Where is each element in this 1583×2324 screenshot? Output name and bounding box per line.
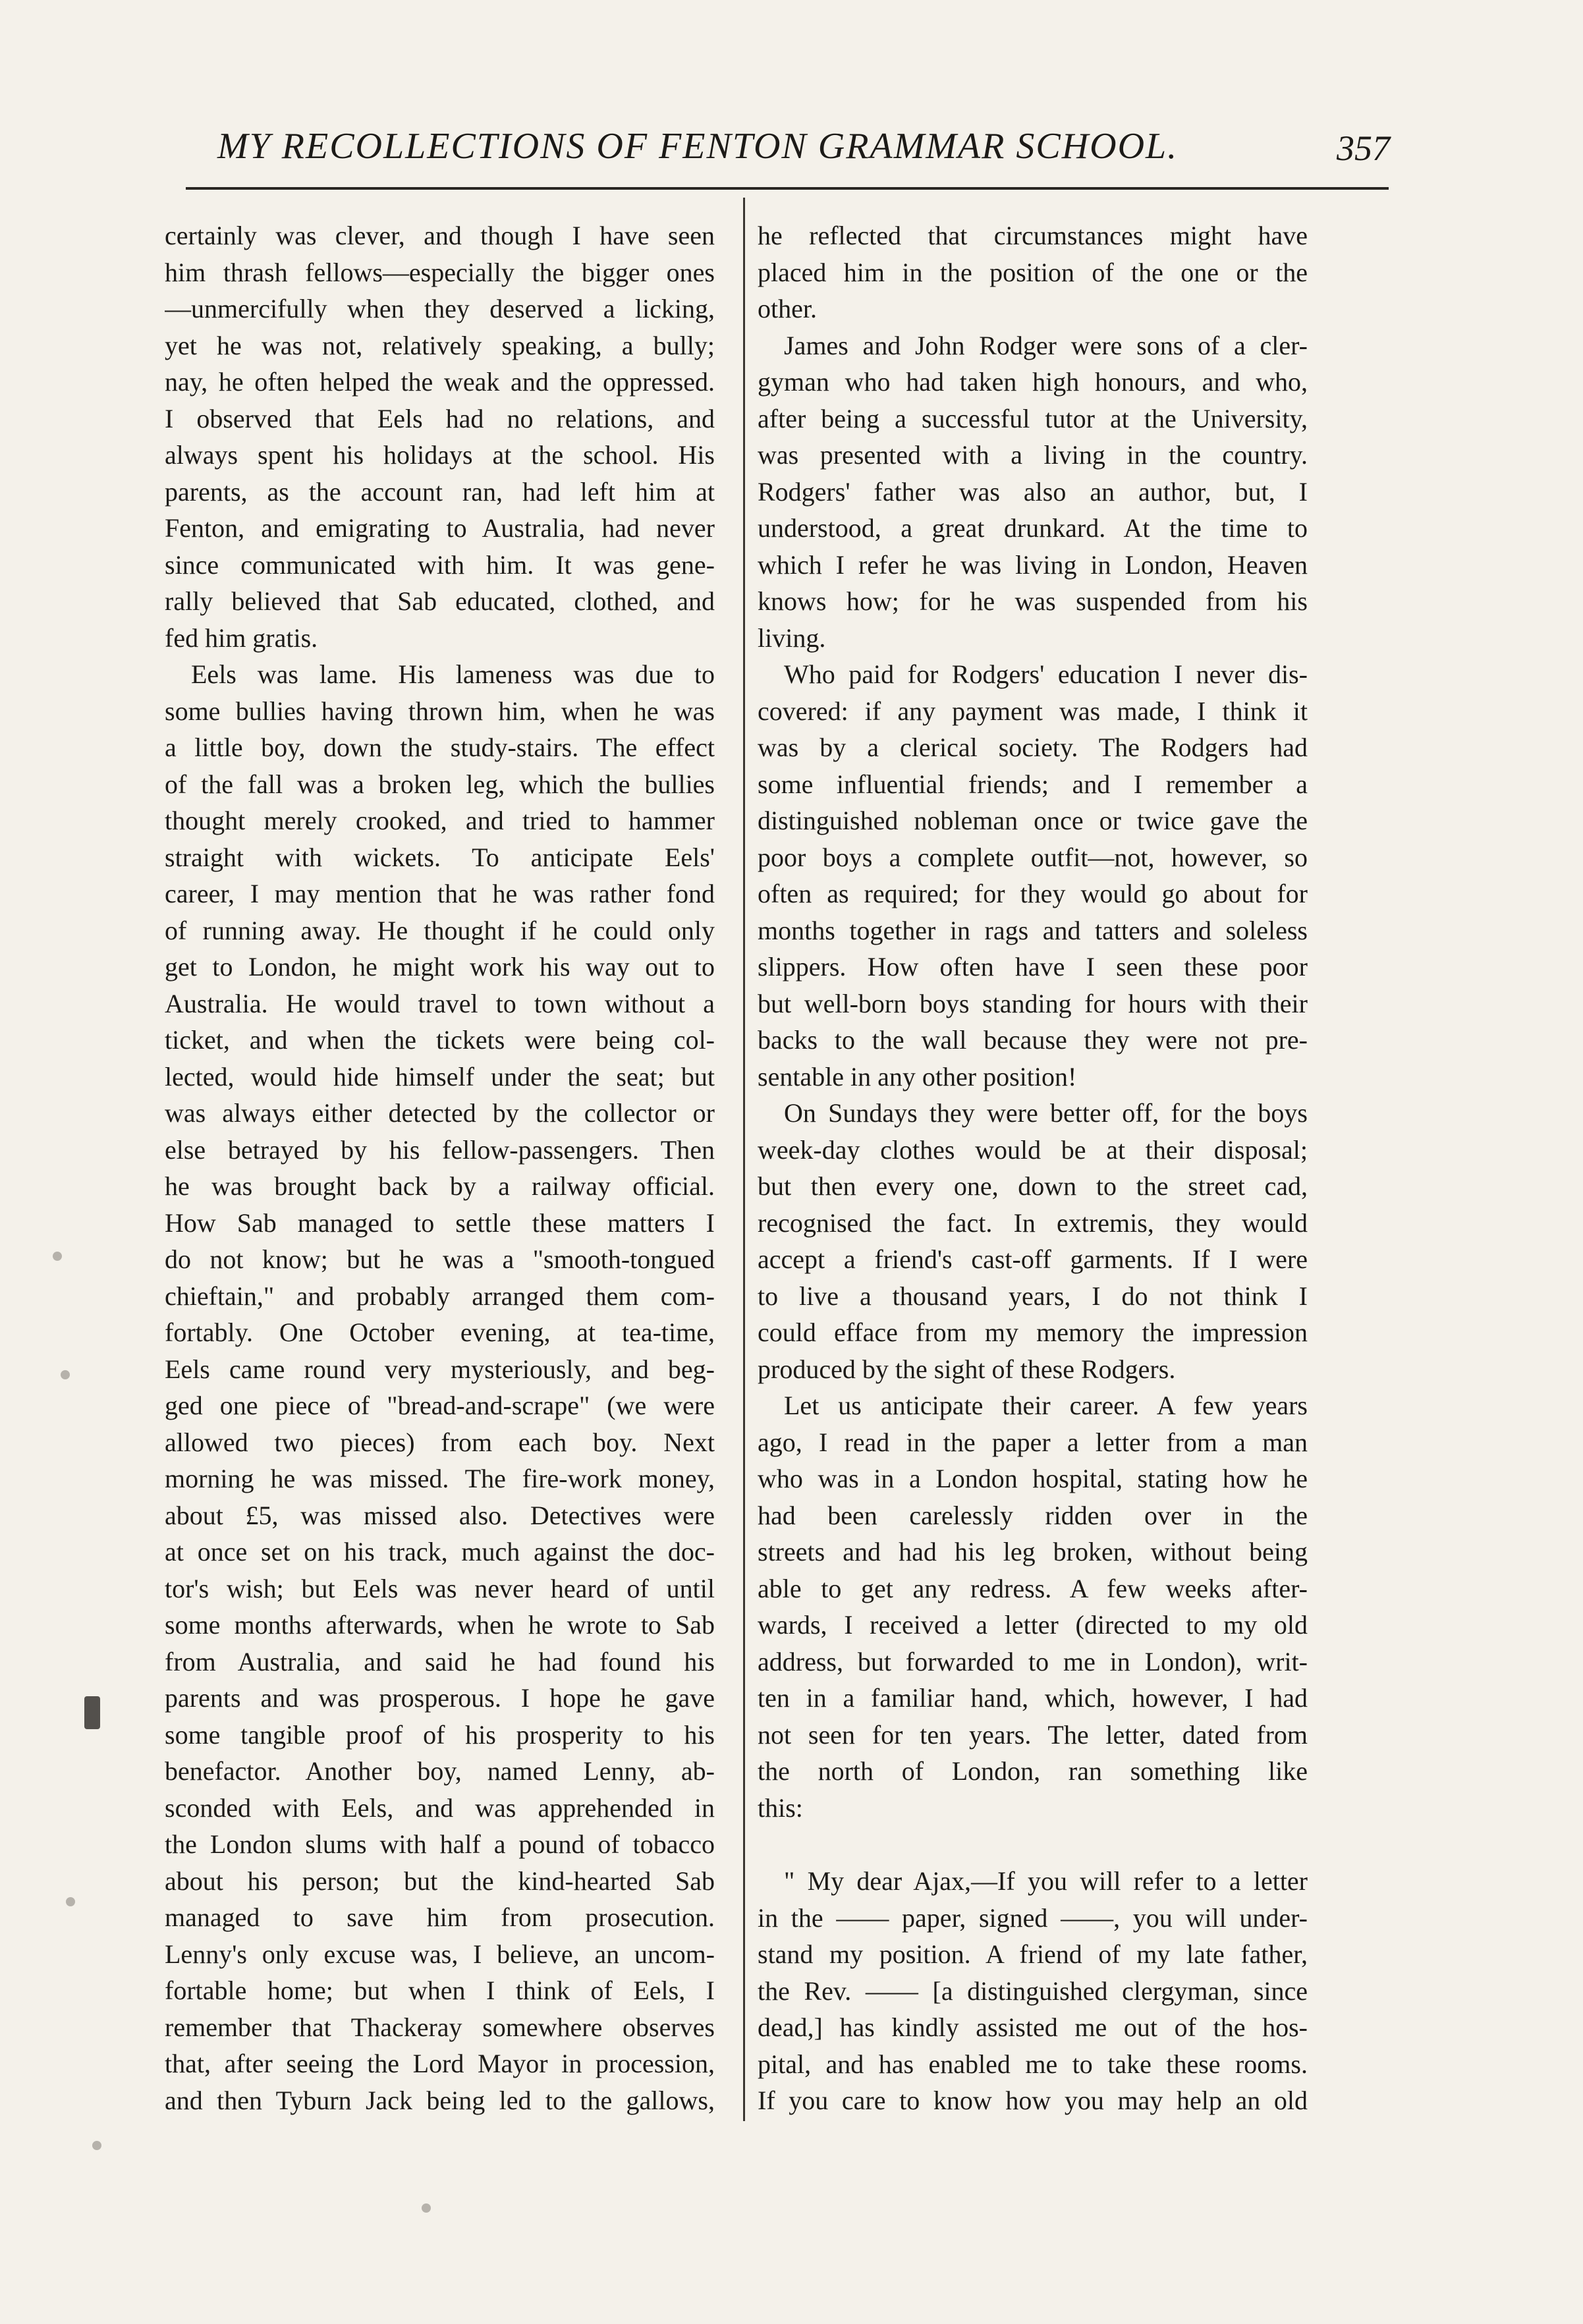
text-line: thought merely crooked, and tried to hammer <box>165 806 715 835</box>
text-line: but then every one, down to the street cad, <box>758 1171 1308 1201</box>
text-line: some bullies having thrown him, when he was <box>165 696 715 726</box>
text-line: managed to save him from prosecution. <box>165 1902 715 1932</box>
column-divider <box>743 198 745 2121</box>
text-line: that, after seeing the Lord Mayor in procession, <box>165 2049 715 2078</box>
text-line: often as required; for they would go about for <box>758 879 1308 908</box>
paragraph-start: James and John Rodger were sons of a cler- <box>784 330 1308 360</box>
text-line: poor boys a complete outfit—not, however, so <box>758 842 1308 872</box>
text-line: stand my position. A friend of my late father, <box>758 1939 1308 1969</box>
running-title: MY RECOLLECTIONS OF FENTON GRAMMAR SCHOOL. <box>217 126 1179 167</box>
text-line: fortably. One October evening, at tea-time, <box>165 1317 715 1347</box>
text-line: after being a successful tutor at the University, <box>758 403 1308 433</box>
text-line: do not know; but he was a "smooth-tongued <box>165 1244 715 1274</box>
text-line: fed him gratis. <box>165 622 318 653</box>
text-line: knows how; for he was suspended from his <box>758 586 1308 616</box>
paragraph-start: On Sundays they were better off, for the boys <box>784 1098 1308 1128</box>
text-line: he reflected that circumstances might have <box>758 221 1308 250</box>
text-line: remember that Thackeray somewhere observes <box>165 2012 715 2042</box>
text-line: Lenny's only excuse was, I believe, an uncom- <box>165 1939 715 1969</box>
text-line: he was brought back by a railway official. <box>165 1171 715 1201</box>
text-line: dead,] has kindly assisted me out of the hos- <box>758 2012 1308 2042</box>
paragraph-start: Who paid for Rodgers' education I never dis- <box>784 659 1308 689</box>
text-line: of the fall was a broken leg, which the bullies <box>165 769 715 799</box>
text-line: in the —— paper, signed ——, you will under- <box>758 1902 1308 1933</box>
text-line: wards, I received a letter (directed to my old <box>758 1610 1308 1640</box>
text-line: career, I may mention that he was rather fond <box>165 879 715 908</box>
text-line: parents, as the account ran, had left him at <box>165 476 715 507</box>
text-line: straight with wickets. To anticipate Eels' <box>165 842 715 872</box>
text-line: ago, I read in the paper a letter from a man <box>758 1427 1308 1457</box>
text-line: ten in a familiar hand, which, however, I had <box>758 1683 1308 1713</box>
paper-speck <box>422 2203 431 2213</box>
text-line: since communicated with him. It was gene- <box>165 549 715 580</box>
text-line: pital, and has enabled me to take these rooms. <box>758 2049 1308 2079</box>
text-line: but well-born boys standing for hours with their <box>758 988 1308 1018</box>
text-line: get to London, he might work his way out to <box>165 952 715 982</box>
text-line: him thrash fellows—especially the bigger ones <box>165 257 715 287</box>
paper-speck <box>53 1252 62 1261</box>
text-line: rally believed that Sab educated, clothed, and <box>165 586 715 616</box>
text-line: fortable home; but when I think of Eels, I <box>165 1976 715 2005</box>
right-column <box>758 217 1308 2119</box>
text-line: gyman who had taken high honours, and who, <box>758 367 1308 397</box>
text-line: Eels came round very mysteriously, and beg- <box>165 1354 715 1384</box>
text-line: some influential friends; and I remember a <box>758 769 1308 799</box>
text-line: from Australia, and said he had found his <box>165 1646 715 1676</box>
text-line: understood, a great drunkard. At the time to <box>758 513 1308 543</box>
text-line: streets and had his leg broken, without being <box>758 1537 1308 1566</box>
text-line: the London slums with half a pound of tobacco <box>165 1829 715 1859</box>
margin-ink-mark <box>84 1696 100 1729</box>
text-line: of running away. He thought if he could only <box>165 915 715 945</box>
text-line: —unmercifully when they deserved a licking, <box>165 294 715 323</box>
text-line: which I refer he was living in London, Heaven <box>758 549 1308 580</box>
text-line: tor's wish; but Eels was never heard of until <box>165 1573 715 1603</box>
text-line: slippers. How often have I seen these poor <box>758 952 1308 982</box>
text-line: was presented with a living in the country. <box>758 440 1308 470</box>
text-line: allowed two pieces) from each boy. Next <box>165 1427 715 1457</box>
paper-speck <box>92 2141 101 2150</box>
text-line: I observed that Eels had no relations, and <box>165 403 715 433</box>
text-line: recognised the fact. In extremis, they would <box>758 1207 1308 1238</box>
text-line: Rodgers' father was also an author, but, I <box>758 476 1308 507</box>
text-line: this: <box>758 1792 803 1823</box>
text-line: able to get any redress. A few weeks after- <box>758 1573 1308 1603</box>
text-line: Australia. He would travel to town without a <box>165 988 715 1018</box>
paper-speck <box>66 1897 75 1906</box>
text-line: backs to the wall because they were not pre- <box>758 1025 1308 1055</box>
text-line: could efface from my memory the impression <box>758 1317 1308 1347</box>
text-line: was always either detected by the collector or <box>165 1098 715 1128</box>
text-line: ticket, and when the tickets were being col- <box>165 1025 715 1055</box>
text-line: to live a thousand years, I do not think I <box>758 1281 1308 1311</box>
paragraph-start: Eels was lame. His lameness was due to <box>191 659 715 689</box>
running-header <box>184 119 1390 178</box>
text-line: some tangible proof of his prosperity to his <box>165 1719 715 1750</box>
text-line: covered: if any payment was made, I think it <box>758 696 1308 726</box>
text-line: had been carelessly ridden over in the <box>758 1500 1308 1530</box>
text-line: about £5, was missed also. Detectives were <box>165 1500 715 1530</box>
text-line: If you care to know how you may help an old <box>758 2086 1308 2115</box>
header-rule <box>186 187 1389 190</box>
text-line: sentable in any other position! <box>758 1061 1077 1092</box>
text-line: parents and was prosperous. I hope he gave <box>165 1683 715 1713</box>
text-line: about his person; but the kind-hearted Sab <box>165 1866 715 1896</box>
text-line: ged one piece of "bread-and-scrape" (we were <box>165 1391 715 1420</box>
text-line: morning he was missed. The fire-work money, <box>165 1464 715 1493</box>
text-line: sconded with Eels, and was apprehended in <box>165 1792 715 1823</box>
text-line: months together in rags and tatters and soleless <box>758 915 1308 945</box>
text-line: How Sab managed to settle these matters I <box>165 1207 715 1238</box>
text-line: always spent his holidays at the school. His <box>165 440 715 470</box>
text-line: produced by the sight of these Rodgers. <box>758 1354 1176 1384</box>
text-line: lected, would hide himself under the seat; but <box>165 1061 715 1092</box>
text-line: the north of London, ran something like <box>758 1756 1308 1786</box>
text-line: the Rev. —— [a distinguished clergyman, since <box>758 1976 1308 2006</box>
page-number: 357 <box>1337 128 1390 168</box>
text-line: who was in a London hospital, stating how he <box>758 1464 1308 1493</box>
text-line: accept a friend's cast-off garments. If I were <box>758 1244 1308 1274</box>
text-line: benefactor. Another boy, named Lenny, ab- <box>165 1756 715 1786</box>
text-line: living. <box>758 622 826 653</box>
text-line: not seen for ten years. The letter, dated from <box>758 1719 1308 1750</box>
text-line: placed him in the position of the one or the <box>758 257 1308 287</box>
text-line: and then Tyburn Jack being led to the gallows, <box>165 2085 715 2115</box>
text-line: was by a clerical society. The Rodgers had <box>758 733 1308 762</box>
text-line: distinguished nobleman once or twice gave the <box>758 806 1308 835</box>
text-line: nay, he often helped the weak and the oppressed. <box>165 367 715 397</box>
text-line: chieftain," and probably arranged them com- <box>165 1281 715 1311</box>
text-line: other. <box>758 294 817 323</box>
text-line: Fenton, and emigrating to Australia, had never <box>165 513 715 543</box>
text-line: week-day clothes would be at their disposal; <box>758 1134 1308 1165</box>
text-line: a little boy, down the study-stairs. The effect <box>165 733 715 762</box>
left-column <box>165 217 715 2118</box>
text-line: yet he was not, relatively speaking, a bully; <box>165 330 715 360</box>
text-line: some months afterwards, when he wrote to Sab <box>165 1610 715 1640</box>
text-line: address, but forwarded to me in London), writ- <box>758 1646 1308 1676</box>
paragraph-start: Let us anticipate their career. A few years <box>784 1391 1308 1420</box>
text-line: certainly was clever, and though I have seen <box>165 221 715 250</box>
text-line: at once set on his track, much against the doc- <box>165 1537 715 1566</box>
paper-speck <box>61 1370 70 1379</box>
letter-quote-start: " My dear Ajax,—If you will refer to a letter <box>784 1866 1308 1896</box>
text-line: else betrayed by his fellow-passengers. Then <box>165 1134 715 1165</box>
